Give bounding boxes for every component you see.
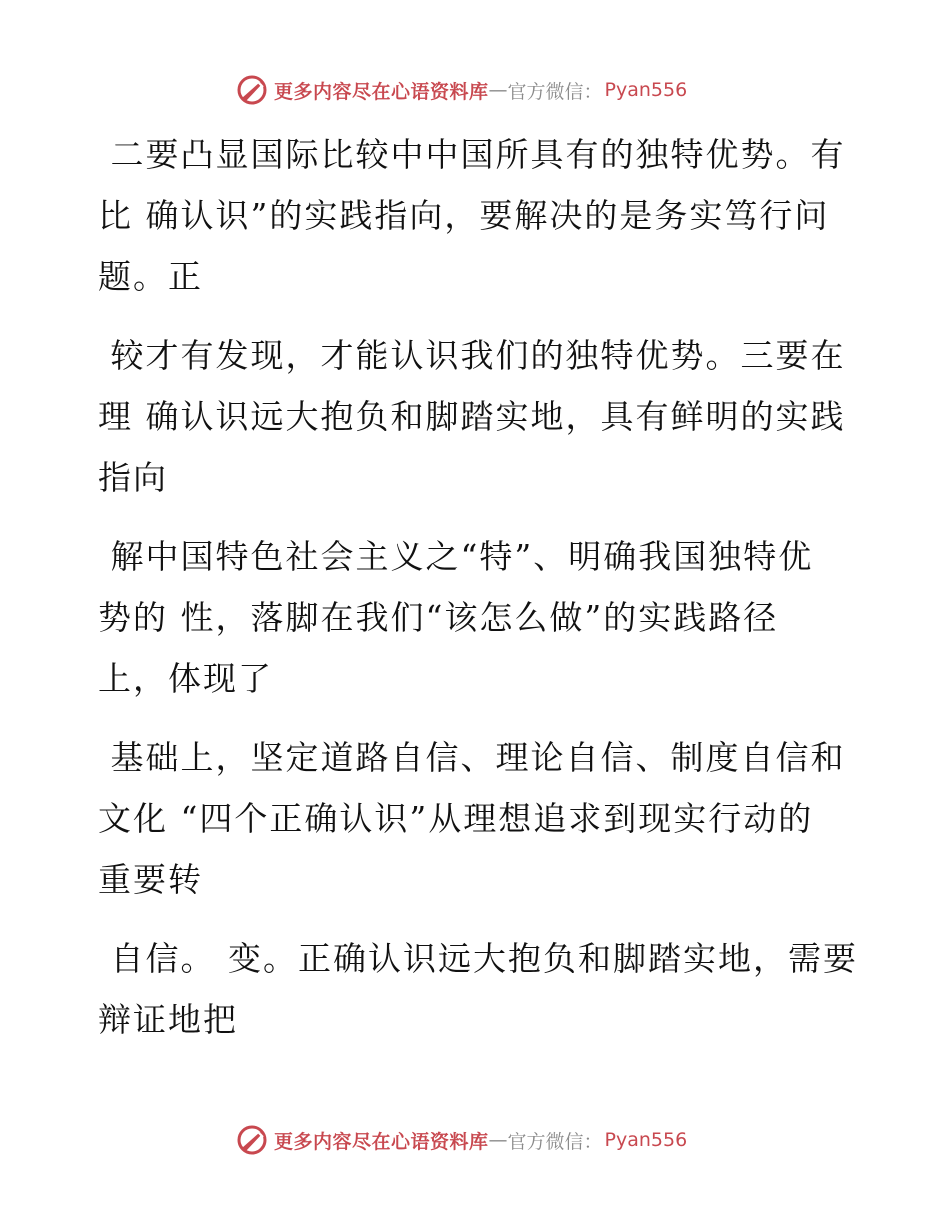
text-line: 指向 (98, 458, 168, 497)
text-line: 题。正 (98, 257, 203, 296)
paragraph (98, 727, 858, 910)
footer-wechat-label: 官方微信： (507, 1130, 603, 1153)
header-wechat-label: 官方微信： (507, 80, 603, 103)
text-line: 辩证地把 (98, 1000, 238, 1039)
text-line: 重要转 (98, 860, 203, 899)
header-banner (236, 73, 687, 107)
paragraph (98, 526, 858, 709)
text-line: 势的 性，落脚在我们“该怎么做”的实践路径 (98, 598, 779, 637)
pen-logo-icon (236, 74, 268, 106)
text-line: 比 确认识”的实践指向，要解决的是务实笃行问 (98, 196, 830, 235)
paragraph (98, 325, 858, 508)
text-line: 理 确认识远大抱负和脚踏实地，具有鲜明的实践 (98, 397, 846, 436)
footer-banner (236, 1123, 687, 1157)
text-line: 解中国特色社会主义之“特”、明确我国独特优 (98, 537, 814, 576)
footer-separator: — (488, 1129, 508, 1151)
header-main-text: 更多内容尽在心语资料库 (274, 80, 489, 103)
text-line: 二要凸显国际比较中中国所具有的独特优势。有 (98, 135, 846, 174)
header-wechat-id: Pyan556 (604, 79, 688, 101)
paragraph (98, 124, 858, 307)
text-line: 自信。 变。正确认识远大抱负和脚踏实地，需要 (98, 939, 858, 978)
text-line: 基础上，坚定道路自信、理论自信、制度自信和 (98, 738, 846, 777)
footer-wechat-id: Pyan556 (604, 1129, 688, 1151)
text-line: 文化 “四个正确认识”从理想追求到现实行动的 (98, 799, 814, 838)
text-line: 较才有发现，才能认识我们的独特优势。三要在 (98, 336, 846, 375)
text-line: 上，体现了 (98, 659, 273, 698)
pen-logo-icon (236, 1124, 268, 1156)
header-separator: — (488, 79, 508, 101)
footer-main-text: 更多内容尽在心语资料库 (274, 1130, 489, 1153)
paragraph (98, 928, 858, 1050)
document-body (98, 124, 858, 1068)
